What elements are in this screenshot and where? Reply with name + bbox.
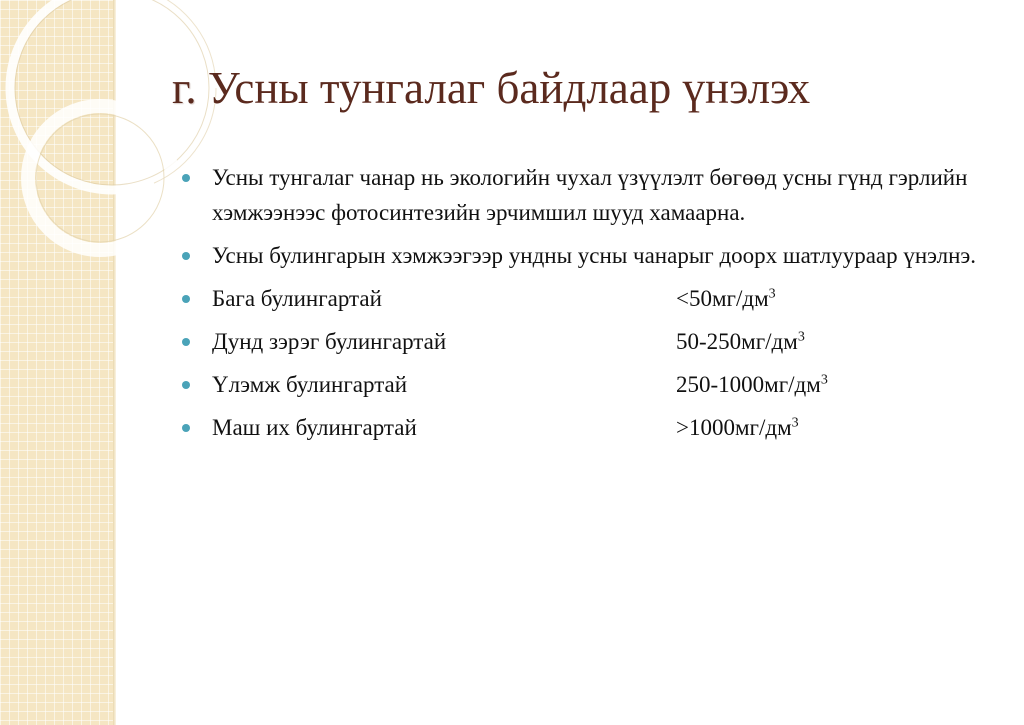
level-row: [178, 324, 1018, 359]
level-label: Үлэмж булингартай: [212, 372, 408, 397]
paragraph-text: Усны булингарын хэмжээгээр ундны усны чанарыг доорх шатлуураар үнэлнэ.: [212, 243, 977, 268]
unit-exponent: 3: [820, 372, 828, 388]
bullet-dot-icon: [182, 252, 190, 260]
bullet-item: [178, 238, 1018, 273]
bullet-dot-icon: [182, 338, 190, 346]
title-letter: г.: [172, 63, 197, 113]
bullet-item: [178, 160, 1018, 230]
bullet-dot-icon: [182, 174, 190, 182]
side-panel-edge: [113, 0, 116, 725]
decorative-side-panel: [0, 0, 113, 725]
bullet-dot-icon: [182, 381, 190, 389]
level-row: [178, 410, 1018, 445]
title-text: Усны тунгалаг байдлаар үнэлэх: [196, 63, 811, 113]
level-value: $250-1000мг/дм^3$: [676, 372, 828, 397]
level-value: $50-250мг/дм^3$: [676, 329, 805, 354]
paragraph-text: Усны тунгалаг чанар нь экологийн чухал үзүүлэлт бөгөөд усны гүнд гэрлийн хэмжээнээс фотосинтезийн эрчимшил шууд хамаарна.: [212, 165, 968, 225]
bullet-list: [178, 160, 1018, 453]
level-row: [178, 367, 1018, 402]
bullet-dot-icon: [182, 295, 190, 303]
level-label: Бага булингартай: [212, 286, 382, 311]
bullet-dot-icon: [182, 424, 190, 432]
slide-title: [172, 62, 810, 114]
level-label: Маш их булингартай: [212, 415, 417, 440]
level-row: [178, 281, 1018, 316]
level-value: $>1000мг/дм^3$: [676, 415, 799, 440]
level-label: Дунд зэрэг булингартай: [212, 329, 447, 354]
unit-exponent: 3: [797, 329, 805, 345]
unit-exponent: 3: [791, 415, 799, 431]
unit-exponent: 3: [768, 286, 776, 302]
level-value: $<50мг/дм^3$: [676, 286, 776, 311]
